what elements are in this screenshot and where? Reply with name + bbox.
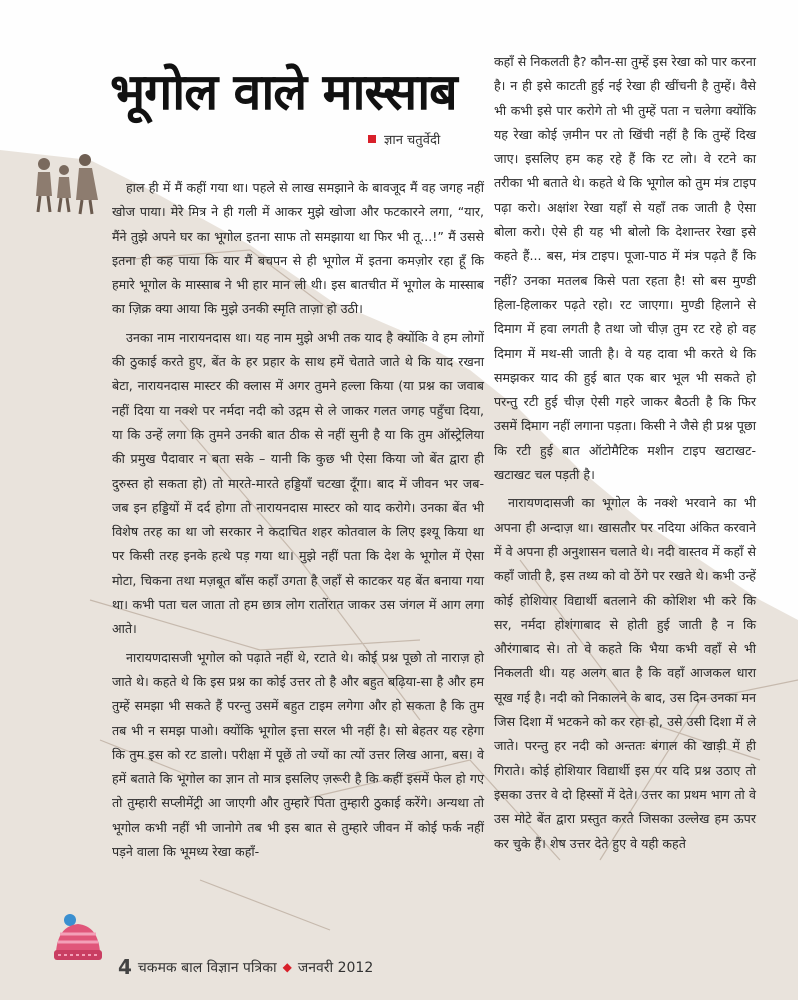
bullet-square-icon bbox=[368, 135, 376, 143]
right-text-column bbox=[494, 50, 756, 860]
magazine-name: चकमक बाल विज्ञान पत्रिका bbox=[137, 959, 277, 976]
article-title: भूगोल वाले मास्साब bbox=[110, 63, 457, 121]
paragraph: नारायणदासजी भूगोल को पढ़ाते नहीं थे, रटाते थे। कोई प्रश्न पूछो तो नाराज़ हो जाते थे। कहते थे कि इस प्रश्न का कोई उत्तर तो है और बहुत बढ़िया-सा है और हम तुम्हें समझा भी सकते हैं परन्तु उसमें बहुत टाइम लगेगा और हो सकता है कि तुम तब भी न समझ पाओ। क्योंकि भूगोल इत्ता सरल भी नहीं है। सो बेहतर यह रहेगा कि तुम इस को रट डालो। परीक्षा में पूछें तो ज्यों का त्यों उत्तर लिख आना, बस। वे हमें बताते कि भूगोल का ज्ञान तो मात्र इसलिए ज़रूरी है कि कहीं इसमें फेल हो गए तो तुम्हारी सप्लीमेंट्री आ जाएगी और तुम्हारे पिता तुम्हारी ठुकाई करेंगे। अन्यथा तो भूगोल कभी नहीं भी जानोगे तब भी इस बात से तुम्हारे जीवन में कोई फर्क नहीं पड़ने वाला कि भूमध्य रेखा कहाँ- bbox=[112, 649, 484, 860]
page-footer bbox=[118, 955, 373, 979]
left-text-column bbox=[112, 176, 484, 868]
diamond-icon: ◆ bbox=[282, 960, 292, 974]
paragraph: उनका नाम नारायनदास था। यह नाम मुझे अभी तक याद है क्योंकि वे हम लोगों की ठुकाई करते हुए, बेंत के हर प्रहार के साथ हमें चेताते जाते थे कि याद रखना बेटा, नारायनदास मास्टर की क्लास में अगर तुमने हल्ला किया (या प्रश्न का जवाब नहीं दिया या नक्शे पर नर्मदा नदी को उद्गम से ले जाकर गलत जगह पहुँचा दिया, या कि उन्हें लगा कि तुमने उनकी बात ठीक से नहीं सुनी है या कि तुम ऑस्ट्रेलिया की प्रमुख पैदावार न बता सके – यानी कि कुछ भी ऐसा किया जो बेंत द्वारा ही दुरुस्त हो सकता हो) तो मारते-मारते हड्डियाँ चटखा दूँगा। बाद में जीवन भर जब-जब इन हड्डियों में दर्द होगा तो नारायनदास मास्टर को याद करोगे। उनका बेंत भी विशेष तरह का था जो सरकार ने कदाचित शहर कोतवाल के लिए इश्यू किया था पर किसी तरह इनके हत्थे पड़ गया था। मुझे नहीं पता कि देश के भूगोल में ऐसा मोटा, चिकना तथा मज़बूत बाँस कहाँ उगता है जहाँ से काटकर यह बेंत बनाया गया था। कभी पता चल जाता तो हम छात्र लोग रातोंरात जाकर उस जंगल में आग लगा आते। bbox=[112, 329, 484, 637]
paragraph: नारायणदासजी का भूगोल के नक्शे भरवाने का भी अपना ही अन्दाज़ था। खासतौर पर नदिया अंकित करवाने में वे अपना ही अनुशासन चलाते थे। नदी वास्तव में कहाँ से कहाँ जाती है, इस तथ्य को वो ठेंगे पर रखते थे। कभी उन्हें कोई होशियार विद्यार्थी बतलाने की कोशिश भी करे कि सर, नर्मदा होशंगाबाद से होती हुई जाती है न कि औरंगाबाद से। तो वे कहते कि भैया कभी वहाँ से भी निकलती थी। यह अलग बात है कि वहाँ आजकल धारा सूख गई है। नदी को निकालने के बाद, उस दिन उनका मन जिस दिशा में भटकने को कर रहा हो, उसे उसी दिशा में ले जाते। परन्तु हर नदी को अन्ततः बंगाल की खाड़ी में ही गिराते। कोई होशियार विद्यार्थी इस पर यदि प्रश्न उठाए तो इसका उत्तर वे दो हिस्सों में देते। उत्तर का प्रथम भाग तो वे उस मोटे बेंत द्वारा प्रस्तुत करते जिसका उल्लेख हम ऊपर कर चुके हैं। शेष उत्तर देते हुए वे यही कहते bbox=[494, 495, 756, 851]
walking-children-illustration bbox=[30, 150, 100, 220]
paragraph: हाल ही में मैं कहीं गया था। पहले से लाख समझाने के बावजूद मैं वह जगह नहीं खोज पाया। मेरे मित्र ने ही गली में आकर मुझे खोजा और फटकारने लगा, “यार, मैंने तुझे अपने घर का भूगोल इतना साफ तो समझाया था फिर भी तू...!” मैं उससे इतना ही कह पाया कि यार मैं बचपन से ही भूगोल में इतना कमज़ोर रहा हूँ कि हमारे भूगोल के मास्साब ने भी हार मान ली थी। इस बातचीत में भूगोल के मास्साब का ज़िक्र क्या आया कि मुझे उनकी स्मृति ताज़ा हो उठी। bbox=[112, 180, 484, 317]
author-line bbox=[368, 130, 440, 148]
author-name: ज्ञान चतुर्वेदी bbox=[384, 133, 441, 148]
page-number: 4 bbox=[118, 955, 132, 979]
paragraph: कहाँ से निकलती है? कौन-सा तुम्हें इस रेखा को पार करना है। न ही इसे काटती हुई नई रेखा ही खींचनी है तुम्हें। वैसे भी कभी इसे पार करोगे तो भी तुम्हें पता न चलेगा क्योंकि यह रेखा कोई ज़मीन पर तो खिंची नहीं है कि तुम्हें दिख जाए। इसलिए हम कह रहे हैं कि रट लो। वे रटने का तरीका भी बताते थे। कहते थे कि भूगोल को तुम मंत्र टाइप पढ़ा करो। अक्षांश रेखा यहाँ से यहाँ तक जाती है ऐसा बोला करो। ऐसे ही यह भी बोलो कि देशान्तर रेखा इसे कहते हैं... बस, मंत्र टाइप। पूजा-पाठ में मंत्र पढ़ते हैं कि नहीं? उनका मतलब किसे पता रहता है! सो बस मुण्डी हिला-हिलाकर पढ़ते रहो। रट जाएगा। मुण्डी हिलाने से दिमाग में हवा लगती है तथा जो चीज़ तुम रट रहे हो वह दिमाग में मथ-सी जाती है। वे यह दावा भी करते थे कि समझकर याद की हुई बात एक बार भूल भी सकते हो परन्तु रटी हुई चीज़ ऐसी गहरे जाकर बैठती है कि फिर उसमें दिमाग नहीं लगाना पड़ता। किसी ने जैसे ही प्रश्न पूछा कि रटी हुई बात ऑटोमैटिक मशीन टाइप खटाखट-खटाखट चल पड़ती है। bbox=[494, 54, 756, 483]
issue-date: जनवरी 2012 bbox=[297, 959, 374, 976]
woolly-hat-illustration bbox=[50, 912, 106, 968]
